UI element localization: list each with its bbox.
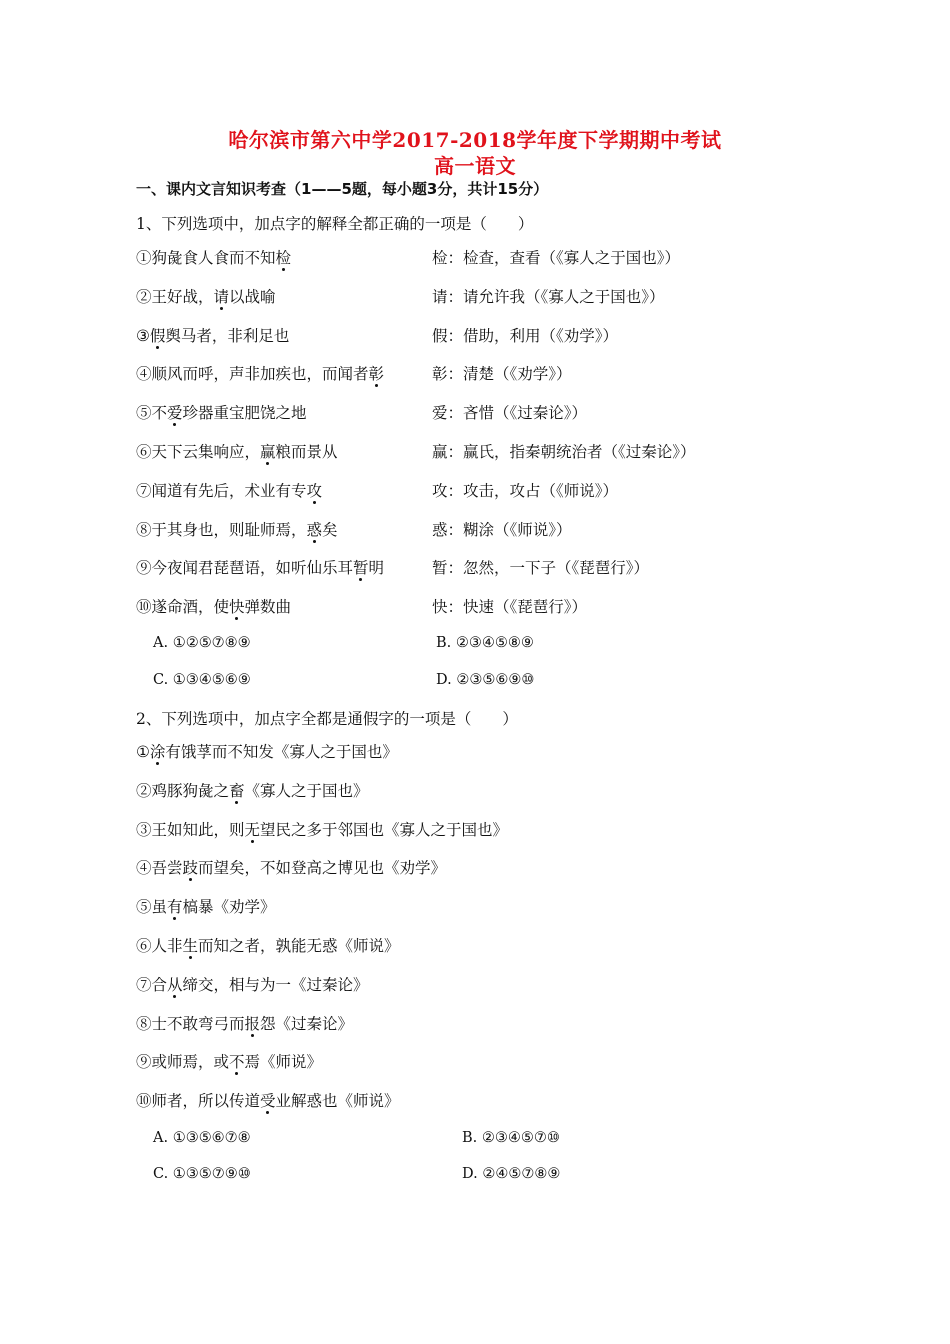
phrase-text: 矣	[322, 520, 338, 539]
phrase-text: ⑥人非	[136, 937, 183, 955]
exam-title: 哈尔滨市第六中学2017-2018学年度下学期期中考试	[228, 128, 722, 152]
dotted-character: 有	[167, 895, 183, 917]
q1-item-gloss: 彰：清楚（《劝学》）	[432, 365, 572, 384]
q1-option-c: C. ①③④⑤⑥⑨	[153, 672, 251, 688]
q2-option-b: B. ②③④⑤⑦⑩	[462, 1130, 560, 1146]
phrase-text: 焉《师说》	[244, 1053, 323, 1072]
q1-item-phrase	[136, 401, 307, 423]
exam-subtitle: 高一语文	[434, 154, 516, 178]
dotted-character: 畜	[229, 779, 245, 801]
q2-item	[136, 779, 369, 801]
q1-item-gloss: 请：请允许我（《寡人之于国也》）	[432, 287, 665, 306]
phrase-text: 弹数曲	[244, 598, 292, 617]
phrase-text: ⑦闻道有先后，术业有专	[136, 481, 307, 500]
q1-item-gloss: 假：借助，利用（《劝学》）	[432, 326, 619, 345]
q1-item-phrase	[136, 440, 338, 462]
q2-item	[136, 1012, 353, 1034]
q1-item-gloss: 惑：糊涂（《师说》）	[432, 520, 572, 539]
q1-item-phrase	[136, 556, 384, 578]
q1-item-phrase	[136, 595, 291, 617]
q2-item	[136, 856, 446, 878]
phrase-text: 望民之多于邻国也《寡人之于国也》	[260, 820, 509, 839]
phrase-text: 明	[368, 559, 385, 578]
dotted-character: 报	[245, 1012, 261, 1034]
q1-option-b: B. ②③④⑤⑧⑨	[436, 635, 534, 651]
phrase-text: 业解惑也《师说》	[275, 1092, 400, 1111]
dotted-character: 检	[276, 246, 292, 268]
phrase-text: 缔交，相与为一《过秦论》	[182, 975, 369, 994]
dotted-character: 跂	[183, 856, 199, 878]
dotted-character: 不	[229, 1050, 245, 1072]
dotted-character: 彰	[369, 362, 385, 384]
phrase-text: ③	[136, 326, 150, 345]
q2-option-c: C. ①③⑤⑦⑨⑩	[153, 1166, 251, 1182]
q1-item-phrase	[136, 518, 338, 540]
phrase-text: ③王如知此，则	[136, 820, 245, 839]
dotted-character: 无	[245, 818, 261, 840]
q1-option-a: A. ①②⑤⑦⑧⑨	[153, 635, 251, 651]
dotted-character: 爱	[167, 401, 183, 423]
phrase-text: ⑦合	[136, 975, 168, 994]
dotted-character: 攻	[307, 479, 323, 501]
phrase-text: 以战喻	[229, 287, 276, 306]
q1-option-d: D. ②③⑤⑥⑨⑩	[436, 672, 535, 688]
phrase-text: ②王好战，	[136, 287, 214, 306]
phrase-text: 《寡人之于国也》	[244, 781, 369, 800]
phrase-text: 舆马者，非利足也	[165, 326, 290, 345]
dotted-character: 惑	[307, 518, 323, 540]
section-heading: 一、课内文言知识考查（1——5题，每小题3分，共计15分）	[136, 180, 549, 198]
q1-item-gloss: 检：检查，查看（《寡人之于国也》）	[432, 249, 681, 267]
q2-option-d: D. ②④⑤⑦⑧⑨	[462, 1166, 561, 1182]
phrase-text: ⑤不	[136, 404, 168, 423]
q2-item	[136, 973, 369, 995]
q2-item	[136, 1089, 400, 1111]
phrase-text: 粮而景从	[275, 443, 338, 461]
q1-item-phrase	[136, 362, 384, 384]
question-1-stem: 1、下列选项中，加点字的解释全都正确的一项是（ ）	[136, 215, 534, 233]
dotted-character: 生	[183, 934, 199, 956]
phrase-text: 而知之者，孰能无惑《师说》	[198, 937, 400, 955]
q2-item	[136, 895, 276, 917]
dotted-character: 赢	[260, 440, 276, 462]
dotted-character: 受	[260, 1089, 276, 1111]
phrase-text: ④顺风而呼，声非加疾也，而闻者	[136, 365, 369, 384]
dotted-character: 假	[150, 324, 166, 346]
q1-item-phrase	[136, 285, 276, 307]
phrase-text: 而望矣，不如登高之博见也《劝学》	[198, 859, 447, 878]
q1-item-gloss: 爱：吝惜（《过秦论》）	[432, 404, 588, 423]
phrase-text: ⑨今夜闻君琵琶语，如听仙乐耳	[136, 559, 354, 578]
phrase-text: 怨《过秦论》	[260, 1014, 354, 1033]
phrase-text: ⑤虽	[136, 898, 168, 917]
q1-item-gloss: 快：快速（《琵琶行》）	[432, 598, 588, 617]
phrase-text: ⑧士不敢弯弓而	[136, 1014, 245, 1033]
q1-item-phrase	[136, 324, 289, 346]
dotted-character: 请	[214, 285, 230, 307]
q2-item	[136, 1050, 322, 1072]
q1-item-gloss: 赢：赢氏，指秦朝统治者（《过秦论》）	[432, 443, 696, 461]
question-2-stem: 2、下列选项中，加点字全都是通假字的一项是（ ）	[136, 710, 518, 728]
phrase-text: ⑩遂命酒，使	[136, 598, 230, 617]
dotted-character: 快	[229, 595, 245, 617]
q2-item	[136, 740, 398, 762]
q1-item-phrase	[136, 246, 291, 268]
phrase-text: ⑥天下云集响应，	[136, 443, 261, 461]
q1-item-gloss: 暂：忽然，一下子（《琵琶行》）	[432, 559, 650, 578]
q2-option-a: A. ①③⑤⑥⑦⑧	[153, 1130, 251, 1146]
phrase-text: 珍器重宝肥饶之地	[182, 404, 307, 423]
phrase-text: ①狗彘食人食而不知	[136, 249, 276, 267]
q2-item	[136, 818, 508, 840]
dotted-character: 从	[167, 973, 183, 995]
phrase-text: ②鸡豚狗彘之	[136, 781, 230, 800]
phrase-text: ④吾尝	[136, 859, 183, 878]
phrase-text: ⑩师者，所以传道	[136, 1092, 261, 1111]
phrase-text: 有饿莩而不知发《寡人之于国也》	[165, 743, 398, 761]
phrase-text: 槁暴《劝学》	[182, 898, 276, 917]
q1-item-gloss: 攻：攻击，攻占（《师说》）	[432, 481, 619, 500]
q2-item	[136, 934, 400, 956]
dotted-character: 涂	[150, 740, 166, 762]
q1-item-phrase	[136, 479, 322, 501]
dotted-character: 暂	[353, 556, 369, 578]
phrase-text: ⑨或师焉，或	[136, 1053, 230, 1072]
phrase-text: ⑧于其身也，则耻师焉，	[136, 520, 307, 539]
phrase-text: ①	[136, 743, 150, 761]
